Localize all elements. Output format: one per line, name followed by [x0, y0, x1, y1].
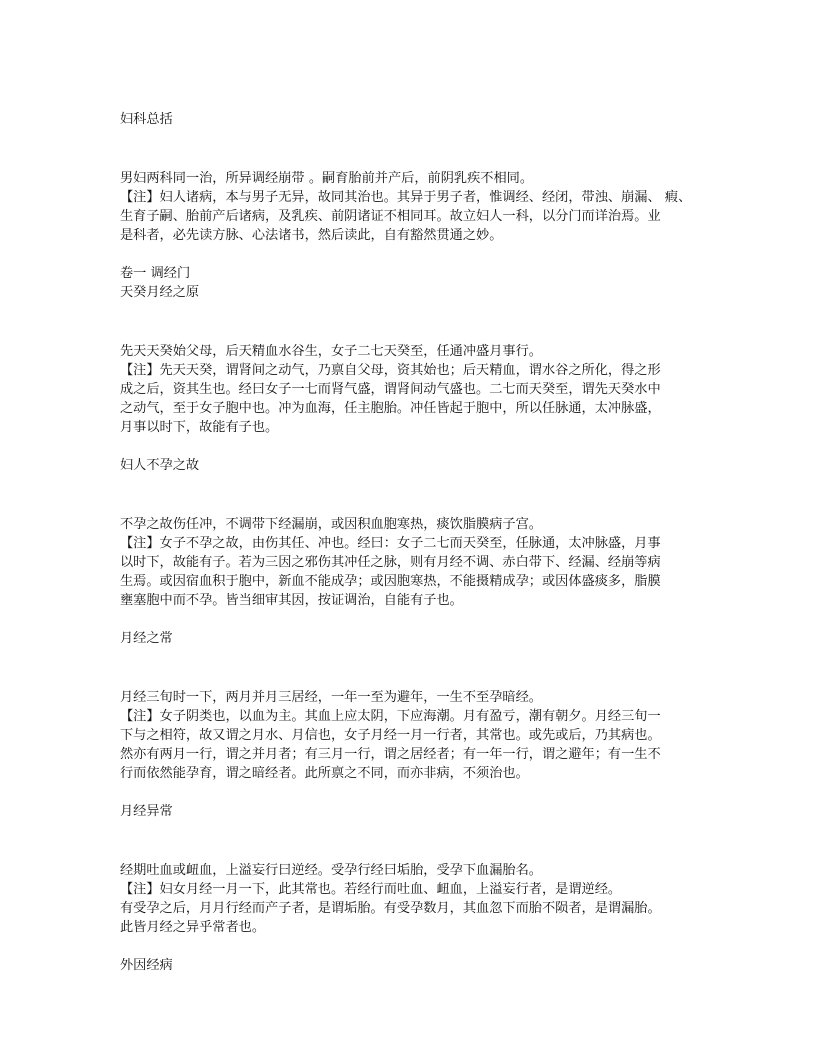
note-line: 【注】妇女月经一月一下，此其常也。若经行而吐血、衄血，上溢妄行者，是谓逆经。	[120, 882, 622, 897]
note-line: 行而依然能孕育，谓之暗经者。此所禀之不同，而亦非病，不须治也。	[120, 766, 529, 781]
section-title: 妇人不孕之故	[120, 458, 200, 473]
note-line: 是科者，必先读方脉、心法诸书，然后读此，自有豁然贯通之妙。	[120, 228, 503, 243]
section-title: 月经之常	[120, 631, 173, 646]
verse-line: 月经三旬时一下，两月并月三居经，一年一至为避年，一生不至孕暗经。	[120, 690, 542, 705]
note-line: 以时下，故能有子。若为三因之邪伤其冲任之脉，则有月经不调、赤白带下、经漏、经崩等病	[120, 555, 661, 570]
section-title: 天癸月经之原	[120, 285, 200, 300]
verse-line: 经期吐血或衄血，上溢妄行曰逆经。受孕行经曰垢胎，受孕下血漏胎名。	[120, 863, 542, 878]
note-line: 生育子嗣、胎前产后诸病，及乳疾、前阴诸证不相同耳。故立妇人一科，以分门而详治焉。业	[120, 209, 661, 224]
verse-line: 男妇两科同一治，所异调经崩带 。嗣育胎前并产后，前阴乳疾不相同。	[120, 171, 534, 186]
volume-title: 卷一 调经门	[120, 266, 191, 281]
note-line: 月事以时下，故能有子也。	[120, 420, 279, 435]
note-line: 【注】女子不孕之故，由伤其任、冲也。经曰：女子二七而天癸至，任脉通，太冲脉盛，月事	[120, 536, 661, 551]
verse-line: 先天天癸始父母，后天精血水谷生，女子二七天癸至，任通冲盛月事行。	[120, 344, 542, 359]
note-line: 壅塞胞中而不孕。皆当细审其因，按证调治，自能有子也。	[120, 593, 463, 608]
note-line: 此皆月经之异乎常者也。	[120, 920, 266, 935]
document-page	[120, 110, 700, 975]
note-line: 然亦有两月一行，谓之并月者；有三月一行，谓之居经者；有一年一行，谓之避年；有一生不	[120, 747, 661, 762]
note-line: 之动气，至于女子胞中也。冲为血海，任主胞胎。冲任皆起于胞中，所以任脉通，太冲脉盛，	[120, 401, 661, 416]
verse-line: 不孕之故伤任冲，不调带下经漏崩，或因积血胞寒热，痰饮脂膜病子宫。	[120, 517, 542, 532]
note-line: 下与之相符，故又谓之月水、月信也，女子月经一月一行者，其常也。或先或后，乃其病也。	[120, 728, 661, 743]
note-line: 成之后，资其生也。经曰女子一七而肾气盛，谓肾间动气盛也。二七而天癸至，谓先天癸水中	[120, 382, 661, 397]
note-line: 【注】先天天癸，谓肾间之动气，乃禀自父母，资其始也；后天精血，谓水谷之所化，得之形	[120, 363, 661, 378]
note-line: 有受孕之后，月月行经而产子者，是谓垢胎。有受孕数月，其血忽下而胎不陨者，是谓漏胎。	[120, 901, 661, 916]
note-line: 生焉。或因宿血积于胞中，新血不能成孕；或因胞寒热，不能摄精成孕；或因体盛痰多，脂膜	[120, 574, 661, 589]
section-title: 妇科总括	[120, 112, 173, 127]
note-line: 【注】女子阴类也，以血为主。其血上应太阴，下应海潮。月有盈亏，潮有朝夕。月经三旬一	[120, 709, 661, 724]
section-title: 月经异常	[120, 804, 173, 819]
section-title: 外因经病	[120, 958, 173, 973]
note-line: 【注】妇人诸病，本与男子无异，故同其治也。其异于男子者，惟调经、经闭，带浊、崩漏、 瘕、	[120, 190, 692, 205]
